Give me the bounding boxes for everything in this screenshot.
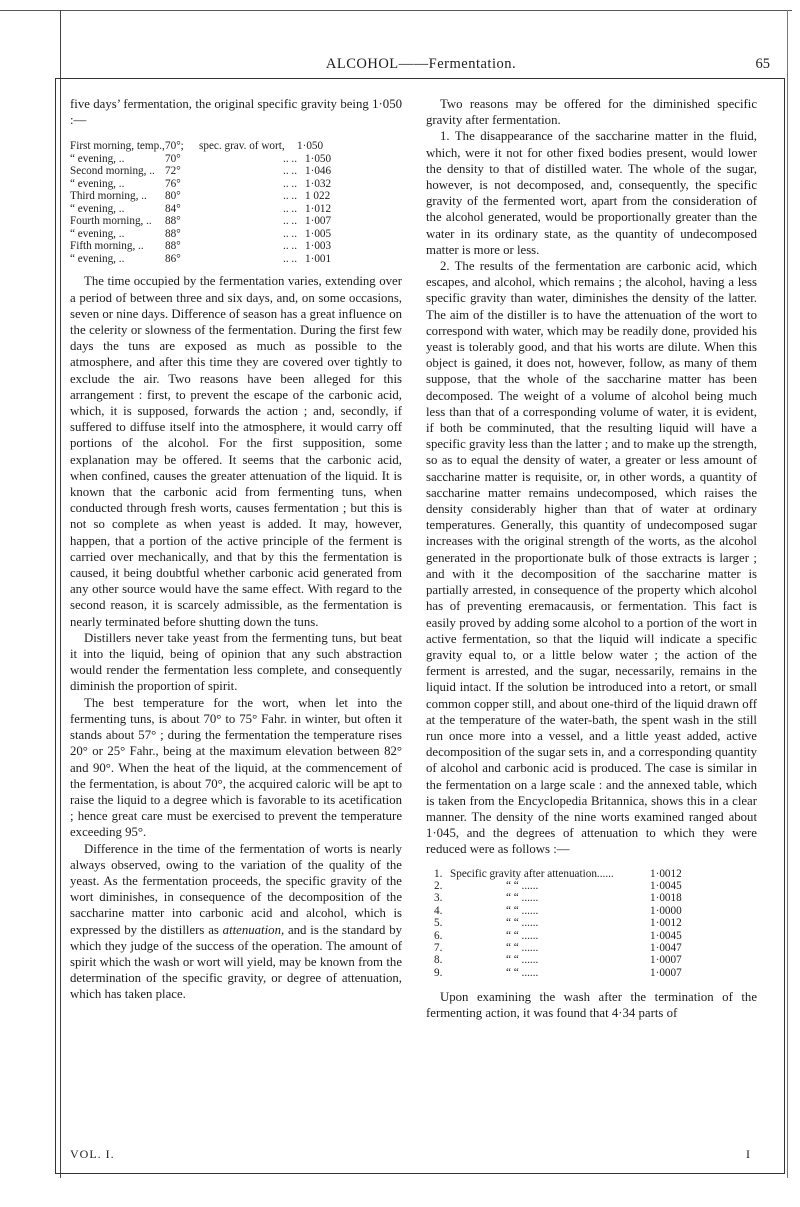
running-header	[60, 56, 782, 78]
table-row: 3. “ “ ...... 1·0018	[434, 892, 682, 905]
paragraph-reason-one: 1. The disappearance of the saccharine matter in the fluid, which, were it not for other fixed bodies present, would lower the density to that of distilled water. The whole of the sugar, however, is not decomposed, and, consequently, the specific gravity of the fermented wort, apart from the consideration of the alcohol generated, would be proportionally greater than the water in its ordinary state, as the quantity of undecomposed matter is more or less.	[426, 129, 757, 257]
table-row: 2. “ “ ...... 1·0045	[434, 879, 682, 892]
paragraph-distillers: Distillers never take yeast from the fermenting tuns, but beat it into the liquid, being of opinion that any such abstraction would render the fermentation less complete, and consequently diminish the proportion of spirit.	[70, 630, 402, 694]
right-column	[426, 96, 757, 1022]
volume-label: VOL. I.	[70, 1147, 115, 1161]
signature-mark: I	[746, 1147, 750, 1161]
table-row: Fourth morning, .. 88° .. .. 1·007	[70, 215, 332, 228]
table-row: “ evening, .. 84° .. .. 1·012	[70, 202, 332, 215]
table-row: “ evening, .. 86° .. .. 1·001	[70, 252, 332, 265]
intro-text: five days’ fermentation, the original specific gravity being 1·050 :—	[70, 97, 402, 128]
table-row: “ evening, .. 70° .. .. 1·050	[70, 152, 332, 165]
table-row: 8. “ “ ...... 1·0007	[434, 954, 682, 967]
table-row: Second morning, .. 72° .. .. 1·046	[70, 165, 332, 178]
table-row: 5. “ “ ...... 1·0012	[434, 917, 682, 930]
table-row: 9. “ “ ...... 1·0007	[434, 966, 682, 979]
table-row: 7. “ “ ...... 1·0047	[434, 941, 682, 954]
table-row: Fifth morning, .. 88° .. .. 1·003	[70, 240, 332, 253]
table-row: 4. “ “ ...... 1·0000	[434, 904, 682, 917]
table-row: First morning, temp., 70°; spec. grav. of wort, 1·050	[70, 140, 324, 153]
fermentation-table	[70, 140, 402, 265]
table-row: Third morning, .. 80° .. .. 1 022	[70, 190, 331, 203]
paragraph-examining-wash: Upon examining the wash after the termination of the fermenting action, it was found that 4·34 parts of	[426, 990, 757, 1021]
table-row: “ evening, .. 88° .. .. 1·005	[70, 227, 332, 240]
table-row: 6. “ “ ...... 1·0045	[434, 929, 682, 942]
paragraph-two-reasons: Two reasons may be offered for the diminished specific gravity after fermentation.	[426, 97, 757, 128]
page-number: 65	[755, 56, 770, 72]
left-column	[70, 96, 402, 1003]
paragraph-reason-two: 2. The results of the fermentation are carbonic acid, which escapes, and alcohol, which remains ; the alcohol, having a less specific gravity than water, diminishes the density of the latter. The aim of the distiller is to have the attenuation of the wort to correspond with water, which may be readily done, provided his yeast is tolerably good, and that his worts are dilute. When this object is gained, it does not, however, follow, as many of them suppose, that the whole of the saccharine matter has been decomposed. The weight of a volume of alcohol being much less than that of a corresponding volume of water, it is evident, if both be comminuted, that the resulting liquid will have a specific gravity less than the latter ; and to make up the strength, so as to equal the density of water, a greater or less amount of saccharine matter is requisite, or, in other words, a quantity of saccharine matter remains undecomposed, which raises the density considerably higher than that of water at ordinary temperatures. Generally, this quantity of undecomposed sugar increases with the original strength of the worts, as the alcohol generated in the proportionate bulk of those extracts is larger ; and with it the decomposition of the saccharine matter is partially arrested, in consequence of the property which alcohol has of preventing eremacausis, or fermentation. This fact is easily proved by adding some alcohol to a portion of the wort in active fermentation, so that the liquid will indicate a specific gravity equal to, or a little below water ; the action of the ferment is arrested, and the sugar, necessarily, remains in the liquid intact. If the solution be introduced into a retort, or small common copper still, and about one-third of the liquid drawn off at the temperature of the water-bath, the spent wash in the still run once more into a vessel, and a little yeast added, active decomposition of the sugar sets in, and a corresponding quantity of alcohol and carbonic acid is produced. The case is similar in the fermentation on a large scale : and the annexed table, which is taken from the Encyclopedia Britannica, shows this in a clear manner. The density of the nine worts examined ranged about 1·045, and the degrees of attenuation to which they were reduced were as follows :—	[426, 259, 757, 857]
table-row: “ evening, .. 76° .. .. 1·032	[70, 177, 332, 190]
attenuation-table	[434, 868, 757, 980]
table-row: 1. Specific gravity after attenuation...... 1·0012	[434, 867, 682, 880]
paragraph-attenuation: Difference in the time of the fermentation of worts is nearly always observed, owing to the variation of the quality of the yeast. As the fermentation proceeds, the specific gravity of the wort diminishes, in consequence of the decomposition of the saccharine matter into carbonic acid and alcohol, which is expressed by the distillers as attenuation, and is the standard by which they judge of the success of the operation. The amount of spirit which the wash or wort will yield, may be known from the determination of the specific gravity, or degree of attenuation, which has taken place.	[70, 841, 403, 1002]
paragraph-best-temperature: The best temperature for the wort, when let into the fermenting tuns, is about 70° to 75° Fahr. in winter, but often it stands about 57° ; during the fermentation the temperature rises 20° or 25° Fahr., being at the maximum elevation between 82° and 90°. When the heat of the liquid, at the commencement of the fermentation, is about 70°, the acquired caloric will be apt to raise the liquid to a degree which is favorable to its acetification ; hence great care must be exercised to prevent the temperature exceeding 95°.	[70, 695, 402, 840]
paragraph-time-occupied: The time occupied by the fermentation varies, extending over a period of between three and six days, and, on some occasions, seven or nine days. Difference of season has a great influence on the celerity or slowness of the fermentation. During the first few days the tuns are exposed as much as possible to the atmosphere, and after this time they are covered over tightly to exclude the air. Two reasons have been alleged for this arrangement : first, to prevent the escape of the carbonic acid, which, it is supposed, forwards the action ; and, secondly, if suffered to diffuse itself into the atmosphere, it would carry off portions of the alcohol. For the first supposition, some explanation may be offered. It seems that the carbonic acid, when confined, causes the greater attenuation of the liquid. It is known that the carbonic acid from fermenting tuns, when conducted through fresh worts, causes fermentation ; but this is not so complete as when yeast is added. It may, however, happen, that a portion of the active principle of the ferment is carried over mechanically, and that by this the fermentation is caused, it being doubtful whether carbonic acid generated from any other source would have the same effect. With regard to the second reason, it is scarcely admissible, as the fermentation is nearly terminated before shutting down the tuns.	[70, 274, 402, 629]
running-title: ALCOHOL——Fermentation.	[325, 56, 517, 72]
